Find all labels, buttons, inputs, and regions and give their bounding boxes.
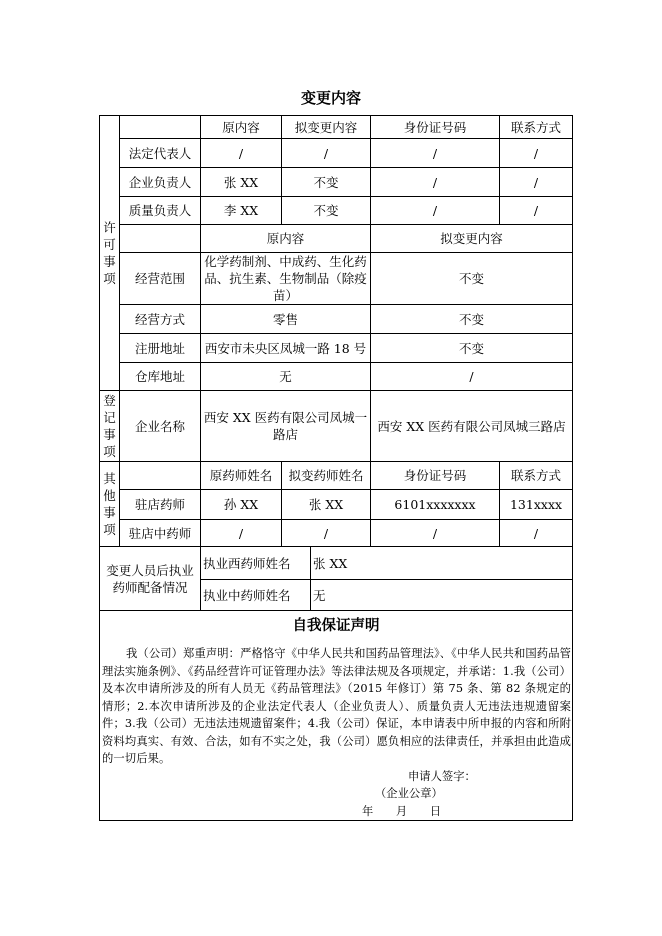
cell-proposed: / — [371, 363, 573, 391]
table-row — [100, 116, 573, 139]
pharm-header-id-no: 身份证号码 — [371, 462, 500, 490]
cell-proposed: 不变 — [282, 168, 371, 197]
table-row — [100, 197, 573, 225]
table-row — [100, 490, 573, 520]
section-label-registration-text: 登记事项 — [103, 393, 116, 459]
cell-proposed: 西安 XX 医药有限公司凤城三路店 — [371, 391, 573, 462]
western-pharmacist-label: 执业西药师姓名 — [201, 547, 311, 580]
staffing-label — [100, 547, 201, 611]
pharm-header-orig: 原药师姓名 — [201, 462, 282, 490]
cell-orig: 零售 — [201, 305, 371, 334]
row-label: 企业负责人 — [120, 168, 201, 197]
table-row — [100, 547, 573, 580]
cell-id-no: 6101xxxxxxx — [371, 490, 500, 520]
seal-label: （企业公章） — [375, 787, 443, 800]
row-label: 仓库地址 — [120, 363, 201, 391]
table-row — [100, 520, 573, 547]
row-label: 质量负责人 — [120, 197, 201, 225]
cell-orig: 李 XX — [201, 197, 282, 225]
signature-block — [100, 768, 572, 821]
cell-proposed: 不变 — [282, 197, 371, 225]
table-row — [100, 334, 573, 363]
cell-proposed: 不变 — [371, 334, 573, 363]
section-label-other — [100, 462, 120, 547]
row-label: 驻店中药师 — [120, 520, 201, 547]
cell-contact: 131xxxx — [500, 490, 573, 520]
table-row — [100, 391, 573, 462]
row-label: 驻店药师 — [120, 490, 201, 520]
cell-proposed: 不变 — [371, 253, 573, 305]
pharm-header-proposed: 拟变药师姓名 — [282, 462, 371, 490]
header-orig: 原内容 — [201, 116, 282, 139]
cell-orig: / — [201, 520, 282, 547]
table-row — [100, 305, 573, 334]
cell-proposed: 张 XX — [282, 490, 371, 520]
cell-contact: / — [500, 197, 573, 225]
cell-proposed: / — [282, 520, 371, 547]
table-row — [100, 611, 573, 821]
table-row — [100, 139, 573, 168]
header-blank — [120, 116, 201, 139]
header-contact: 联系方式 — [500, 116, 573, 139]
business-header-orig: 原内容 — [201, 225, 371, 253]
row-label: 企业名称 — [120, 391, 201, 462]
pharm-header-contact: 联系方式 — [500, 462, 573, 490]
signature-label: 申请人签字： — [408, 769, 476, 783]
cell-orig: 化学药制剂、中成药、生化药品、抗生素、生物制品（除疫苗） — [201, 253, 371, 305]
table-row — [100, 363, 573, 391]
chinese-pharmacist-label: 执业中药师姓名 — [201, 580, 311, 611]
date-label: 年 月 日 — [362, 804, 442, 818]
row-label: 法定代表人 — [120, 139, 201, 168]
row-label: 注册地址 — [120, 334, 201, 363]
section-label-license — [100, 116, 120, 391]
header-blank — [120, 225, 201, 253]
cell-orig: 无 — [201, 363, 371, 391]
table-row — [100, 168, 573, 197]
western-pharmacist-value: 张 XX — [311, 547, 573, 580]
cell-orig: 西安市未央区凤城一路 18 号 — [201, 334, 371, 363]
cell-contact: / — [500, 139, 573, 168]
table-row — [100, 462, 573, 490]
row-label: 经营范围 — [120, 253, 201, 305]
cell-id-no: / — [371, 168, 500, 197]
section-label-registration — [100, 391, 120, 462]
change-content-table — [99, 115, 573, 821]
cell-id-no: / — [371, 197, 500, 225]
cell-contact: / — [500, 168, 573, 197]
cell-proposed: 不变 — [371, 305, 573, 334]
table-row — [100, 253, 573, 305]
page-title: 变更内容 — [300, 89, 361, 107]
cell-orig: 西安 XX 医药有限公司凤城一路店 — [201, 391, 371, 462]
section-label-other-text: 其他事项 — [103, 471, 116, 537]
staffing-label-text: 变更人员后执业药师配备情况 — [106, 562, 194, 595]
cell-id-no: / — [371, 139, 500, 168]
cell-orig: / — [201, 139, 282, 168]
header-blank — [120, 462, 201, 490]
cell-proposed: / — [282, 139, 371, 168]
header-id-no: 身份证号码 — [371, 116, 500, 139]
cell-orig: 孙 XX — [201, 490, 282, 520]
section-label-license-text: 许可事项 — [103, 220, 116, 286]
cell-contact: / — [500, 520, 573, 547]
pledge-title: 自我保证声明 — [292, 618, 380, 634]
pledge-body-text: 我（公司）郑重声明：严格恪守《中华人民共和国药品管理法》、《中华人民共和国药品管理法实施条例》、《药品经营许可证管理办法》等法律法规及各项规定，并承诺：1.我（公司）及本次申请所涉及的所有人员无《药品管理法》（2015 年修订）第 75 条、第 82 条规定的情形；2.本次申请所涉及的企业法定代表人（企业负责人）、质量负责人无违法违规遗留案件；3.我（公司）无违法违规遗留案件；4.我（公司）保证，本申请表中所申报的内容和所附资料均真实、有效、合法，如有不实之处，我（公司）愿负相应的法律责任，并承担由此造成的一切后果。 — [102, 647, 572, 765]
row-label: 经营方式 — [120, 305, 201, 334]
header-proposed: 拟变更内容 — [282, 116, 371, 139]
table-row — [100, 225, 573, 253]
cell-orig: 张 XX — [201, 168, 282, 197]
cell-id-no: / — [371, 520, 500, 547]
business-header-proposed: 拟变更内容 — [371, 225, 573, 253]
chinese-pharmacist-value: 无 — [311, 580, 573, 611]
pledge-section — [100, 611, 573, 821]
pledge-body — [100, 641, 572, 768]
